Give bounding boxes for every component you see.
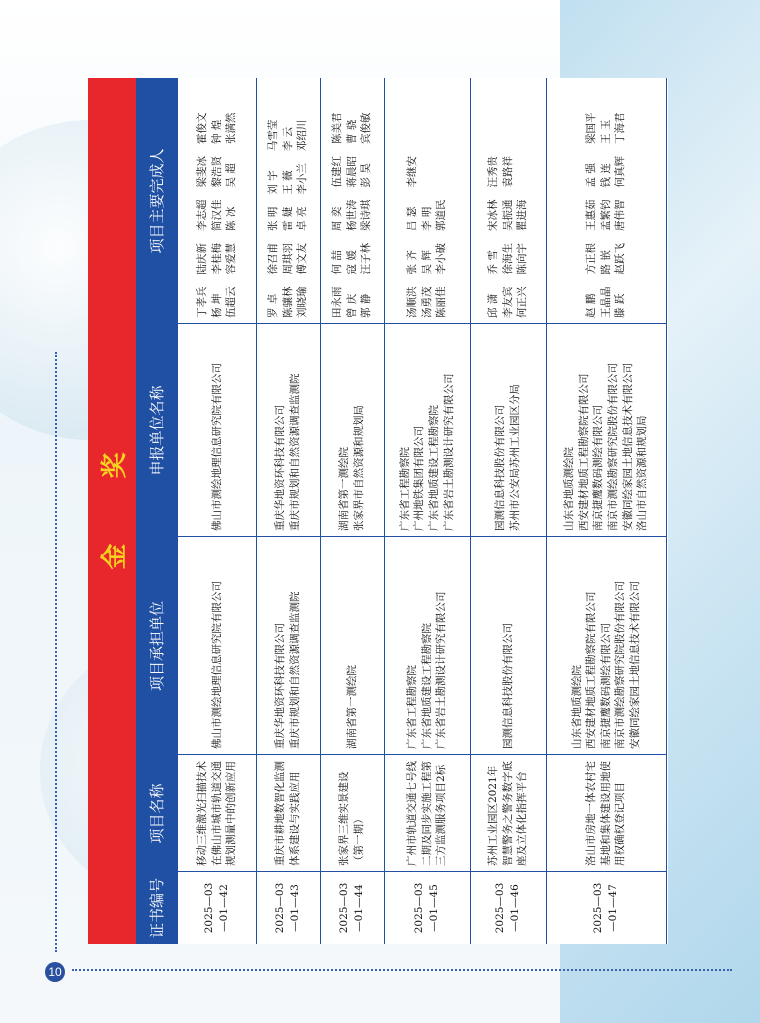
award-table-rotated — [88, 78, 668, 944]
unit-name: 西安建材地质工程勘察院有限公司 — [577, 373, 590, 531]
declaring-units — [256, 324, 320, 537]
column-divider — [384, 536, 470, 537]
section-title: 金 奖 — [99, 424, 130, 570]
contributor-name: 李友宾 — [501, 286, 514, 318]
contributor-name: 杨世涛 — [345, 199, 358, 231]
column-divider — [178, 323, 256, 324]
cert-number: 2025—03—01—43 — [274, 882, 301, 934]
unit-name: 重庆华地资环科技有限公司 — [274, 405, 287, 531]
contributor-name: 汪秀贵 — [487, 156, 500, 188]
unit-name: 南京市测绘勘察研究院股份有限公司 — [607, 363, 619, 531]
contributor-name: 陈骧林 — [281, 286, 294, 318]
unit-list — [273, 374, 302, 532]
table-row — [546, 78, 667, 944]
cert-number: 2025—03—01—45 — [413, 882, 440, 934]
column-divider — [178, 871, 256, 872]
unit-name: 广东省岩土勘测设计研究有限公司 — [442, 373, 455, 531]
contributor-name: 吴 超 — [225, 163, 238, 188]
contributor-name: 何真辉 — [614, 156, 627, 188]
main-contributors — [320, 78, 384, 324]
contributor-name: 王晶晶 — [599, 286, 612, 318]
table-header — [136, 78, 178, 944]
header-declaring-unit: 申报单位名称 — [148, 385, 166, 476]
gold-award-banner — [88, 78, 136, 944]
column-divider — [178, 754, 256, 755]
contributor-name: 袁路祥 — [501, 156, 514, 188]
contributor-name: 瞿进海 — [516, 199, 529, 231]
header-main-contributors: 项目主要完成人 — [148, 148, 166, 254]
unit-name: 山东省地质测绘院 — [563, 447, 576, 531]
column-divider — [384, 754, 470, 755]
column-divider — [384, 323, 470, 324]
main-contributors — [470, 78, 546, 324]
contributor-name: 张 齐 — [406, 250, 419, 275]
declaring-units — [320, 324, 384, 537]
contributor-name: 孟 强 — [585, 163, 598, 188]
contributor-name: 彭 昊 — [360, 163, 373, 188]
contributor-name: 徐召甫 — [267, 243, 280, 275]
contributor-name: 容爱慧 — [225, 243, 238, 275]
column-divider — [256, 754, 320, 755]
contributor-name: 曹 骁 — [345, 119, 358, 144]
contributor-name: 吕 瑟 — [406, 206, 419, 231]
contributor-name: 罗 卓 — [267, 293, 280, 318]
column-divider — [546, 323, 666, 324]
contributor-grid — [266, 120, 310, 318]
contributor-name: 雷 婕 — [281, 206, 294, 231]
unit-name: 苏州市公安局苏州工业园区分局 — [509, 384, 521, 531]
contributor-name: 卓 亮 — [296, 206, 309, 231]
contributor-name: 李小破 — [435, 243, 448, 275]
unit-list — [210, 363, 225, 531]
undertaking-units — [470, 537, 546, 755]
contributor-name: 孟繁钧 — [599, 199, 612, 231]
table-row — [256, 78, 321, 944]
contributor-name: 寇 媛 — [345, 250, 358, 275]
contributor-name: 郭 静 — [360, 293, 373, 318]
column-divider — [320, 754, 384, 755]
unit-name: 广东省地质建设工程勘察院 — [428, 405, 440, 531]
contributor-name: 周琪羽 — [281, 243, 294, 275]
declaring-units — [384, 324, 470, 537]
unit-name: 南京捷鹰数码测绘有限公司 — [599, 623, 612, 749]
column-divider — [320, 323, 384, 324]
page-number: 10 — [45, 962, 65, 982]
project-name: 洛山市房地一体农村宅基地和集体建设用地使用权确权登记项目 — [585, 761, 627, 866]
contributor-name: 陈丽佳 — [435, 286, 448, 318]
contributor-name: 伍建红 — [331, 156, 344, 188]
column-divider — [256, 871, 320, 872]
column-divider — [384, 871, 470, 872]
contributor-name: 邓绍川 — [296, 119, 309, 152]
contributor-name: 李小兰 — [296, 163, 309, 195]
column-divider — [178, 536, 256, 537]
column-divider — [470, 754, 546, 755]
unit-name: 重庆华地资环科技有限公司 — [274, 623, 287, 749]
unit-name: 南京捷鹰数码测绘有限公司 — [592, 405, 605, 531]
declaring-units — [178, 324, 256, 537]
contributor-name: 李 明 — [420, 206, 433, 231]
contributor-name: 路 嵌 — [599, 250, 612, 275]
contributor-name: 周 奕 — [331, 206, 344, 231]
contributor-grid — [405, 156, 449, 318]
contributor-name: 杨 坤 — [210, 293, 223, 318]
contributor-name: 陈向宇 — [516, 243, 529, 275]
contributor-name: 汪子林 — [360, 243, 373, 275]
undertaking-units — [384, 537, 470, 755]
unit-list — [398, 374, 456, 532]
contributor-grid — [195, 113, 239, 319]
header-project-name: 项目名称 — [148, 783, 166, 844]
contributor-name: 邱 潇 — [487, 293, 500, 318]
contributor-name: 黎浩贤 — [210, 156, 223, 188]
contributor-name: 李继安 — [406, 156, 419, 188]
unit-name: 广东省工程勘察院 — [406, 665, 419, 749]
contributor-name: 刘晓瑜 — [296, 286, 309, 318]
contributor-name: 陈 冰 — [225, 206, 238, 231]
contributor-name: 乔 雪 — [487, 250, 500, 275]
contributor-name: 王 薇 — [281, 170, 294, 195]
column-divider — [320, 871, 384, 872]
column-divider — [256, 536, 320, 537]
unit-name: 湖南省第一测绘院 — [345, 665, 358, 749]
contributor-grid — [486, 156, 530, 318]
contributor-name: 陆庆新 — [196, 243, 209, 275]
contributor-grid — [584, 113, 628, 319]
contributor-name: 伍超云 — [225, 286, 238, 318]
unit-name: 广东省岩土勘测设计研究有限公司 — [435, 591, 448, 749]
column-divider — [256, 323, 320, 324]
contributor-name: 赵 鹏 — [585, 293, 598, 318]
unit-name: 广州地铁集团有限公司 — [413, 426, 426, 531]
column-divider — [546, 536, 666, 537]
unit-list — [210, 581, 225, 749]
contributor-name: 刘 宇 — [267, 170, 280, 195]
cert-number: 2025—03—01—46 — [494, 882, 521, 934]
column-divider — [320, 536, 384, 537]
column-divider — [546, 754, 666, 755]
contributor-name: 陈美君 — [331, 112, 344, 144]
unit-name: 佛山市测绘地理信息研究院有限公司 — [210, 363, 223, 531]
contributor-name: 赵跃飞 — [614, 243, 627, 275]
contributor-grid — [330, 113, 374, 319]
project-name: 张家界三维实景建设（第一期） — [338, 771, 365, 866]
contributor-name: 张 明 — [267, 206, 280, 231]
main-contributors — [256, 78, 320, 324]
contributor-name: 郭道民 — [435, 199, 448, 231]
contributor-name: 方正根 — [585, 243, 598, 275]
contributor-name: 何正兴 — [516, 286, 529, 318]
unit-list — [273, 592, 302, 750]
unit-list — [493, 384, 522, 531]
main-contributors — [384, 78, 470, 324]
unit-name: 佛山市测绘地理信息研究院有限公司 — [210, 581, 223, 749]
decorative-dotted-line — [72, 969, 732, 971]
contributor-name: 王 玉 — [599, 119, 612, 144]
unit-name: 西安建材地质工程勘察院有限公司 — [585, 591, 598, 749]
undertaking-units — [178, 537, 256, 755]
contributor-name: 吴 辉 — [420, 250, 433, 275]
contributor-name: 简汉佳 — [210, 199, 223, 231]
contributor-name: 王惠茹 — [585, 199, 598, 231]
unit-list — [345, 665, 360, 749]
contributor-name: 钱 连 — [599, 163, 612, 188]
contributor-name: 唐伟智 — [614, 199, 627, 231]
unit-name: 园测信息科技股份有限公司 — [501, 623, 514, 749]
cert-number: 2025—03—01—42 — [203, 882, 230, 934]
cert-number: 2025—03—01—47 — [592, 882, 619, 934]
unit-list — [570, 581, 643, 749]
contributor-name: 汤勇茂 — [420, 286, 433, 318]
undertaking-units — [256, 537, 320, 755]
unit-name: 南京市测绘勘察研究院股份有限公司 — [614, 581, 627, 749]
unit-name: 湖南省第一测绘院 — [338, 447, 351, 531]
contributor-name: 李桂梅 — [210, 243, 223, 275]
contributor-name: 蒋晨昭 — [345, 156, 358, 188]
contributor-name: 曾 庆 — [345, 293, 358, 318]
declaring-units — [470, 324, 546, 537]
contributor-name: 张满然 — [225, 112, 238, 144]
contributor-name: 傅文友 — [296, 243, 309, 275]
column-divider — [546, 871, 666, 872]
project-name: 重庆市耕地数智化监测体系建设与实践应用 — [274, 761, 301, 866]
unit-name: 广东省工程勘察院 — [398, 447, 411, 531]
unit-list — [337, 405, 366, 531]
column-divider — [470, 871, 546, 872]
main-contributors — [546, 78, 666, 324]
project-name: 广州市轨道交通七号线二期及同步实施工程第三方监测服务项目2标 — [406, 761, 448, 866]
unit-name: 张家界市自然资源和规划局 — [353, 405, 365, 531]
header-cert-no: 证书编号 — [148, 878, 166, 939]
contributor-name: 丁海君 — [614, 112, 627, 144]
contributor-name: 霍俊文 — [196, 112, 209, 144]
column-divider — [470, 323, 546, 324]
contributor-name: 丁孝兵 — [196, 286, 209, 318]
unit-list — [405, 592, 449, 750]
contributor-name: 宋冰林 — [487, 199, 500, 231]
unit-name: 洛山市自然资源和规划局 — [636, 415, 649, 531]
contributor-name: 钟 煌 — [210, 119, 223, 144]
contributor-name: 李志超 — [196, 199, 209, 231]
table-row — [470, 78, 547, 944]
contributor-name: 田永雨 — [331, 286, 344, 318]
project-name: 移动三维激光扫描技术在佛山市城市轨道交通规划测量中的创新应用 — [196, 761, 238, 866]
unit-name: 重庆市规划和自然资源调查监测院 — [289, 591, 301, 749]
contributor-name: 梁国平 — [585, 112, 598, 144]
unit-name: 安徽同绘家园土地信息技术有限公司 — [628, 581, 641, 749]
contributor-name: 滕 跃 — [614, 293, 627, 318]
unit-name: 山东省地质测绘院 — [570, 665, 583, 749]
unit-name: 重庆市规划和自然资源调查监测院 — [289, 373, 301, 531]
decorative-dotted-line — [55, 352, 57, 952]
unit-list — [562, 363, 650, 531]
unit-name: 园测信息科技股份有限公司 — [494, 405, 507, 531]
undertaking-units — [546, 537, 666, 755]
unit-name: 安徽同绘家园土地信息技术有限公司 — [621, 363, 634, 531]
contributor-name: 梁诗琪 — [360, 199, 373, 231]
contributor-name: 马雪莹 — [267, 119, 280, 152]
column-divider — [470, 536, 546, 537]
header-undertaking-unit: 项目承担单位 — [148, 601, 166, 692]
contributor-name: 何 喆 — [331, 250, 344, 275]
declaring-units — [546, 324, 666, 537]
contributor-name: 宾俊敏 — [360, 112, 373, 144]
main-contributors — [178, 78, 256, 324]
unit-name: 广东省地质建设工程勘察院 — [420, 623, 433, 749]
contributor-name: 汤顺洪 — [406, 286, 419, 318]
contributor-name: 梁斐冰 — [196, 156, 209, 188]
undertaking-units — [320, 537, 384, 755]
contributor-name: 徐海生 — [501, 243, 514, 275]
contributor-name: 李 云 — [281, 126, 294, 152]
cert-number: 2025—03—01—44 — [338, 882, 365, 934]
award-table — [88, 78, 668, 944]
table-row — [178, 78, 257, 944]
table-row — [320, 78, 385, 944]
project-name: 苏州工业园区2021年智慧警务之警务数字底座及立体化指挥平台 — [487, 761, 529, 866]
table-row — [384, 78, 471, 944]
contributor-name: 吴振通 — [501, 199, 514, 231]
unit-list — [501, 623, 516, 749]
